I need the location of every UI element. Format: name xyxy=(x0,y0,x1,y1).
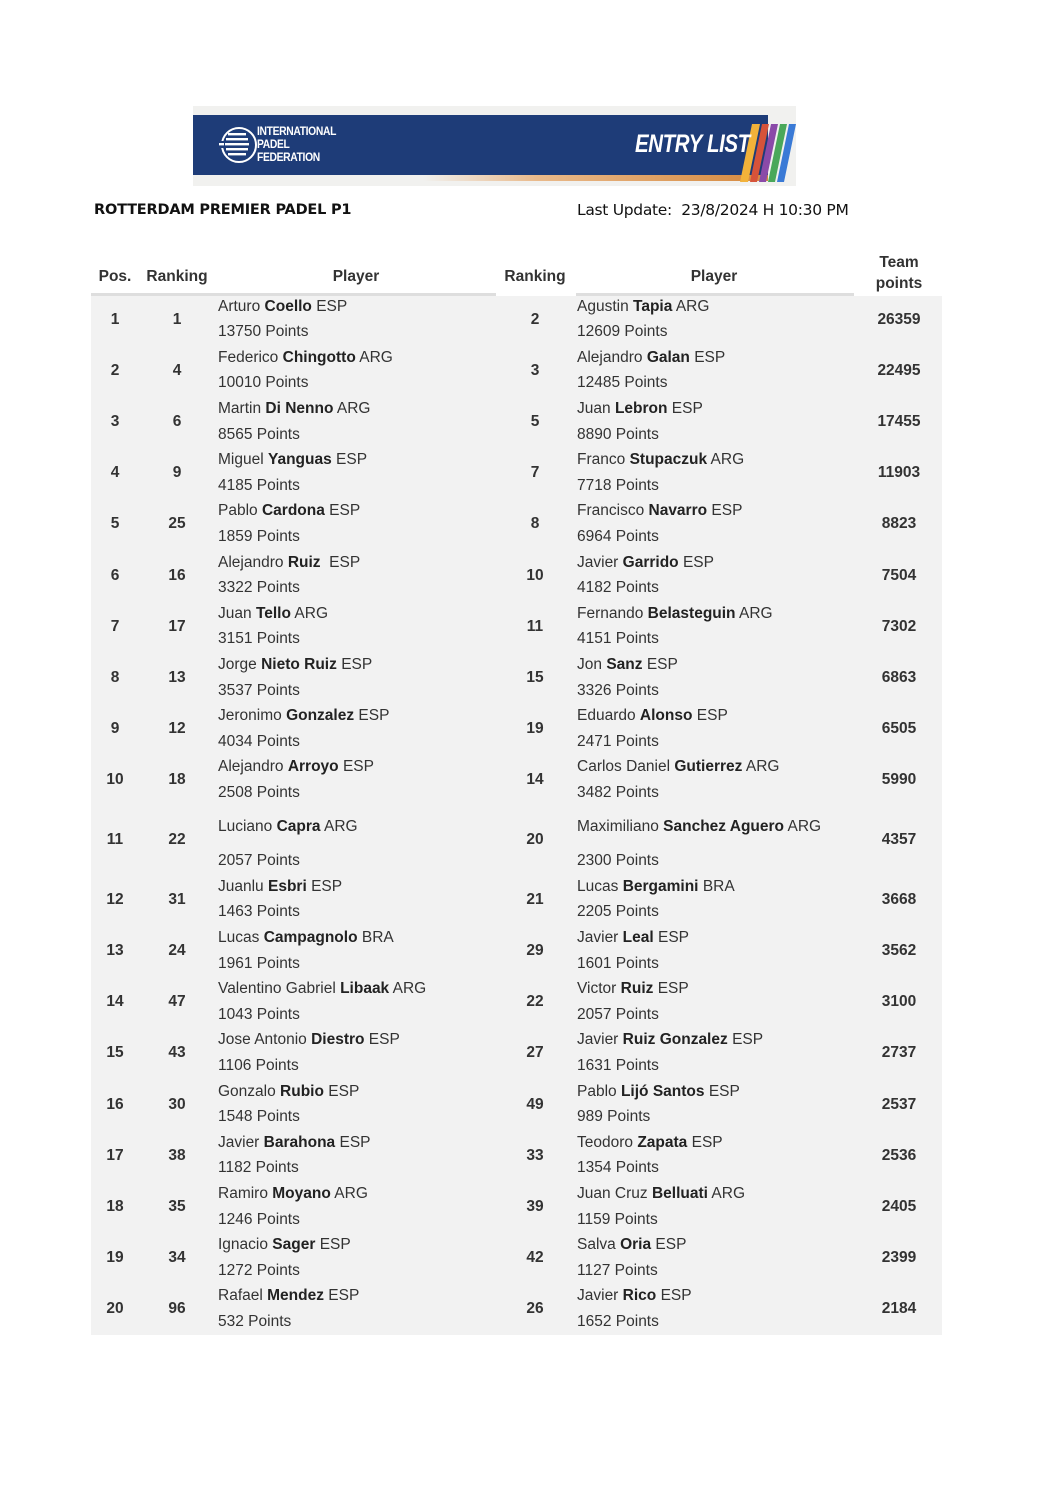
row-ranking-2: 49 xyxy=(526,1096,544,1113)
row-pos: 15 xyxy=(106,1044,124,1061)
player-2-last-name: Sanz xyxy=(606,656,643,673)
player-1-last-name: Chingotto xyxy=(282,349,356,366)
player-1-nationality: ESP xyxy=(341,656,373,673)
row-pos: 16 xyxy=(106,1096,124,1113)
player-2-last-name: Navarro xyxy=(648,502,708,519)
player-1-name xyxy=(218,554,360,572)
player-1-points: 1961 Points xyxy=(218,955,300,972)
player-2-first-name: Maximiliano xyxy=(577,818,659,835)
player-2-points: 1127 Points xyxy=(577,1262,658,1279)
player-2-last-name: Tapia xyxy=(633,298,673,315)
player-1-nationality: BRA xyxy=(361,929,394,946)
player-1-last-name: Moyano xyxy=(272,1185,331,1202)
row-team-points: 2184 xyxy=(881,1300,917,1317)
player-2-name xyxy=(577,451,744,469)
player-1-first-name: Jeronimo xyxy=(218,707,282,724)
player-1-nationality: ESP xyxy=(328,1083,360,1100)
player-1-name xyxy=(218,980,426,998)
player-1-points: 532 Points xyxy=(218,1313,292,1330)
player-1-last-name: Rubio xyxy=(280,1083,324,1100)
player-2-nationality: ESP xyxy=(732,1031,764,1048)
row-pos: 3 xyxy=(110,413,120,430)
row-pos: 18 xyxy=(106,1198,124,1215)
row-pos: 2 xyxy=(110,362,120,379)
header-player-1: Player xyxy=(332,268,380,285)
player-1-nationality: ESP xyxy=(336,451,368,468)
player-1-nationality: ESP xyxy=(358,707,390,724)
player-1-name xyxy=(218,1287,359,1305)
federation-name-line2: PADEL xyxy=(257,137,290,151)
player-2-last-name: Lijó Santos xyxy=(620,1083,705,1100)
player-2-first-name: Teodoro xyxy=(577,1134,634,1151)
player-2-first-name: Juan xyxy=(577,400,611,417)
event-title: ROTTERDAM PREMIER PADEL P1 xyxy=(94,202,352,218)
player-1-first-name: Valentino Gabriel xyxy=(218,980,336,997)
row-pos: 20 xyxy=(106,1300,124,1317)
player-2-points: 989 Points xyxy=(577,1108,651,1125)
player-2-points: 4151 Points xyxy=(577,630,659,647)
player-1-name xyxy=(218,349,393,367)
row-ranking-2: 2 xyxy=(530,311,540,328)
player-2-points: 2205 Points xyxy=(577,903,659,920)
row-team-points: 6863 xyxy=(881,669,917,686)
player-2-name xyxy=(577,605,773,623)
player-1-first-name: Juan xyxy=(218,605,252,622)
player-2-name xyxy=(577,758,779,776)
player-1-first-name: Ignacio xyxy=(218,1236,268,1253)
row-team-points: 3562 xyxy=(881,942,917,959)
player-2-last-name: Belluati xyxy=(651,1185,708,1202)
player-1-points: 1463 Points xyxy=(218,903,300,920)
player-2-last-name: Lebron xyxy=(614,400,668,417)
row-pos: 6 xyxy=(110,567,120,584)
player-1-last-name: Sager xyxy=(272,1236,316,1253)
row-pos: 11 xyxy=(106,831,124,848)
player-1-points: 1043 Points xyxy=(218,1006,300,1023)
player-1-last-name: Arroyo xyxy=(287,758,339,775)
player-1-nationality: ESP xyxy=(319,1236,351,1253)
player-1-first-name: Javier xyxy=(218,1134,260,1151)
player-2-nationality: ESP xyxy=(696,707,728,724)
player-2-name xyxy=(577,818,821,836)
player-2-last-name: Belasteguin xyxy=(647,605,736,622)
player-2-last-name: Gutierrez xyxy=(674,758,743,775)
federation-name xyxy=(257,125,336,164)
player-1-first-name: Pablo xyxy=(218,502,258,519)
player-2-nationality: ARG xyxy=(787,818,822,835)
row-team-points: 3100 xyxy=(881,993,917,1010)
player-1-first-name: Lucas xyxy=(218,929,260,946)
row-pos: 5 xyxy=(110,515,120,532)
row-ranking-1: 31 xyxy=(168,891,186,908)
row-team-points: 5990 xyxy=(881,771,917,788)
row-pos: 13 xyxy=(106,942,124,959)
row-ranking-2: 3 xyxy=(530,362,540,379)
player-2-last-name: Stupaczuk xyxy=(629,451,708,468)
player-2-first-name: Eduardo xyxy=(577,707,636,724)
player-1-points: 4185 Points xyxy=(218,477,300,494)
player-1-points: 1106 Points xyxy=(218,1057,299,1074)
player-2-name xyxy=(577,1083,740,1101)
row-team-points: 22495 xyxy=(877,362,921,379)
player-1-nationality: ARG xyxy=(324,818,358,835)
player-1-last-name: Cardona xyxy=(261,502,325,519)
player-1-first-name: Jorge xyxy=(218,656,257,673)
federation-name-line3: FEDERATION xyxy=(257,150,320,164)
player-2-first-name: Lucas xyxy=(577,878,619,895)
player-2-name xyxy=(577,349,725,367)
row-ranking-1: 9 xyxy=(172,464,182,481)
player-2-points: 2300 Points xyxy=(577,852,659,869)
row-team-points: 3668 xyxy=(881,891,917,908)
player-1-points: 3151 Points xyxy=(218,630,300,647)
player-1-first-name: Jose Antonio xyxy=(218,1031,307,1048)
player-1-nationality: ESP xyxy=(324,554,361,571)
player-2-name xyxy=(577,1134,723,1152)
row-ranking-2: 14 xyxy=(526,771,544,788)
player-1-name xyxy=(218,758,374,776)
player-2-first-name: Victor xyxy=(577,980,617,997)
player-2-points: 12485 Points xyxy=(577,374,668,391)
player-1-points: 1272 Points xyxy=(218,1262,300,1279)
player-1-points: 1548 Points xyxy=(218,1108,300,1125)
player-1-first-name: Alejandro xyxy=(218,758,284,775)
row-ranking-1: 22 xyxy=(168,831,186,848)
row-ranking-1: 96 xyxy=(168,1300,186,1317)
player-1-name xyxy=(218,656,372,674)
player-2-nationality: ESP xyxy=(655,1236,687,1253)
player-1-last-name: Capra xyxy=(276,818,321,835)
row-ranking-1: 1 xyxy=(172,311,182,328)
player-2-points: 1631 Points xyxy=(577,1057,659,1074)
player-2-last-name: Ruiz Gonzalez xyxy=(622,1031,728,1048)
player-1-last-name: Ruiz xyxy=(287,554,321,571)
entry-list-banner xyxy=(193,106,796,186)
player-1-first-name: Gonzalo xyxy=(218,1083,276,1100)
player-2-first-name: Agustin xyxy=(577,298,629,315)
row-ranking-1: 24 xyxy=(168,942,186,959)
player-1-points: 3322 Points xyxy=(218,579,300,596)
player-2-nationality: ESP xyxy=(694,349,726,366)
row-ranking-1: 6 xyxy=(172,413,182,430)
row-ranking-2: 7 xyxy=(530,464,540,481)
row-ranking-1: 47 xyxy=(168,993,186,1010)
player-1-name xyxy=(218,605,328,623)
row-ranking-1: 12 xyxy=(168,720,186,737)
player-1-nationality: ARG xyxy=(336,400,371,417)
federation-name-line1: INTERNATIONAL xyxy=(257,124,337,138)
player-1-first-name: Ramiro xyxy=(218,1185,268,1202)
player-2-name xyxy=(577,400,703,418)
player-2-last-name: Bergamini xyxy=(622,878,699,895)
player-1-nationality: ESP xyxy=(342,758,374,775)
row-ranking-1: 30 xyxy=(168,1096,186,1113)
banner-orange-fade xyxy=(193,175,768,181)
player-1-nationality: ESP xyxy=(316,298,348,315)
player-2-nationality: ARG xyxy=(745,758,780,775)
player-2-first-name: Alejandro xyxy=(577,349,643,366)
player-2-points: 1601 Points xyxy=(577,955,659,972)
row-team-points: 17455 xyxy=(877,413,921,430)
player-1-last-name: Nieto Ruiz xyxy=(261,656,337,673)
player-1-points: 3537 Points xyxy=(218,682,300,699)
player-2-points: 8890 Points xyxy=(577,426,659,443)
player-2-nationality: ESP xyxy=(682,554,714,571)
player-2-nationality: ESP xyxy=(711,502,743,519)
player-1-nationality: ESP xyxy=(311,878,343,895)
player-2-last-name: Alonso xyxy=(639,707,693,724)
row-ranking-2: 33 xyxy=(526,1147,544,1164)
row-ranking-2: 26 xyxy=(526,1300,544,1317)
player-1-name xyxy=(218,1083,359,1101)
player-2-first-name: Francisco xyxy=(577,502,645,519)
player-1-first-name: Federico xyxy=(218,349,279,366)
player-1-points: 13750 Points xyxy=(218,323,309,340)
row-team-points: 8823 xyxy=(881,515,917,532)
player-2-points: 7718 Points xyxy=(577,477,659,494)
player-1-points: 4034 Points xyxy=(218,733,300,750)
player-2-nationality: BRA xyxy=(702,878,735,895)
row-pos: 1 xyxy=(110,311,120,328)
row-pos: 9 xyxy=(110,720,120,737)
row-team-points: 7504 xyxy=(881,567,917,584)
player-2-points: 4182 Points xyxy=(577,579,659,596)
player-1-last-name: Barahona xyxy=(263,1134,336,1151)
row-pos: 14 xyxy=(106,993,124,1010)
player-2-nationality: ARG xyxy=(711,1185,745,1202)
row-team-points: 11903 xyxy=(877,464,921,481)
last-update: Last Update: 23/8/2024 H 10:30 PM xyxy=(577,201,849,219)
player-1-first-name: Luciano xyxy=(218,818,273,835)
player-2-name xyxy=(577,298,709,316)
header-ranking-1: Ranking xyxy=(146,268,208,285)
row-team-points: 26359 xyxy=(877,311,921,328)
player-2-points: 12609 Points xyxy=(577,323,668,340)
player-2-nationality: ESP xyxy=(691,1134,723,1151)
row-team-points: 2399 xyxy=(881,1249,917,1266)
player-2-name xyxy=(577,656,678,674)
player-2-first-name: Javier xyxy=(577,1031,619,1048)
row-team-points: 2737 xyxy=(881,1044,917,1061)
player-2-last-name: Ruiz xyxy=(620,980,654,997)
row-pos: 19 xyxy=(106,1249,124,1266)
player-2-first-name: Javier xyxy=(577,1287,619,1304)
player-1-nationality: ESP xyxy=(339,1134,371,1151)
player-1-name xyxy=(218,502,360,520)
row-ranking-1: 43 xyxy=(168,1044,186,1061)
player-1-points: 1859 Points xyxy=(218,528,300,545)
row-ranking-1: 16 xyxy=(168,567,186,584)
player-2-points: 3482 Points xyxy=(577,784,659,801)
row-pos: 8 xyxy=(110,669,120,686)
player-1-points: 2508 Points xyxy=(218,784,300,801)
row-ranking-2: 8 xyxy=(530,515,540,532)
row-team-points: 2537 xyxy=(881,1096,917,1113)
player-1-nationality: ESP xyxy=(329,502,361,519)
row-team-points: 6505 xyxy=(881,720,917,737)
player-2-name xyxy=(577,1287,692,1305)
player-2-points: 1652 Points xyxy=(577,1313,659,1330)
row-ranking-1: 25 xyxy=(168,515,186,532)
player-2-nationality: ESP xyxy=(660,1287,692,1304)
player-2-first-name: Javier xyxy=(577,929,619,946)
row-ranking-2: 27 xyxy=(526,1044,544,1061)
player-1-nationality: ARG xyxy=(392,980,427,997)
row-ranking-2: 21 xyxy=(526,891,544,908)
header-team-points-line2: points xyxy=(875,275,923,292)
player-2-name xyxy=(577,980,689,998)
player-1-last-name: Di Nenno xyxy=(265,400,334,417)
player-2-nationality: ESP xyxy=(671,400,703,417)
header-ranking-2: Ranking xyxy=(504,268,566,285)
player-1-name xyxy=(218,878,342,896)
player-1-last-name: Diestro xyxy=(311,1031,365,1048)
player-2-first-name: Jon xyxy=(577,656,602,673)
row-team-points: 4357 xyxy=(881,831,917,848)
player-1-name xyxy=(218,1031,400,1049)
player-1-name xyxy=(218,451,367,469)
player-2-first-name: Carlos Daniel xyxy=(577,758,671,775)
row-ranking-1: 4 xyxy=(172,362,182,379)
player-1-name xyxy=(218,818,358,836)
row-ranking-2: 10 xyxy=(526,567,544,584)
player-1-last-name: Coello xyxy=(264,298,312,315)
row-ranking-1: 38 xyxy=(168,1147,186,1164)
player-1-last-name: Mendez xyxy=(267,1287,324,1304)
player-1-first-name: Martin xyxy=(218,400,262,417)
player-2-points: 3326 Points xyxy=(577,682,659,699)
player-1-name xyxy=(218,400,370,418)
player-1-nationality: ARG xyxy=(294,605,329,622)
player-1-points: 10010 Points xyxy=(218,374,309,391)
player-1-last-name: Gonzalez xyxy=(286,707,355,724)
player-2-last-name: Garrido xyxy=(622,554,679,571)
player-2-first-name: Salva xyxy=(577,1236,616,1253)
player-2-first-name: Javier xyxy=(577,554,619,571)
player-2-first-name: Pablo xyxy=(577,1083,617,1100)
player-1-name xyxy=(218,1185,368,1203)
player-1-first-name: Juanlu xyxy=(218,878,264,895)
player-1-name xyxy=(218,929,394,947)
player-1-first-name: Rafael xyxy=(218,1287,263,1304)
player-2-name xyxy=(577,929,689,947)
player-2-nationality: ESP xyxy=(657,980,689,997)
row-ranking-2: 15 xyxy=(526,669,544,686)
player-2-nationality: ESP xyxy=(646,656,678,673)
player-2-last-name: Zapata xyxy=(637,1134,688,1151)
player-2-points: 1354 Points xyxy=(577,1159,659,1176)
player-1-nationality: ESP xyxy=(368,1031,400,1048)
player-2-name xyxy=(577,878,735,896)
player-1-last-name: Libaak xyxy=(340,980,390,997)
player-2-nationality: ARG xyxy=(710,451,745,468)
player-2-name xyxy=(577,554,714,572)
entry-list-title: ENTRY LIST xyxy=(635,130,750,158)
player-1-last-name: Campagnolo xyxy=(263,929,358,946)
player-2-name xyxy=(577,707,728,725)
player-1-name xyxy=(218,1236,351,1254)
federation-logo-icon xyxy=(217,123,257,167)
player-2-name xyxy=(577,502,742,520)
player-1-last-name: Yanguas xyxy=(267,451,332,468)
row-team-points: 7302 xyxy=(881,618,917,635)
player-1-last-name: Tello xyxy=(255,605,291,622)
row-ranking-1: 18 xyxy=(168,771,186,788)
player-1-name xyxy=(218,1134,371,1152)
player-2-name xyxy=(577,1236,686,1254)
player-2-nationality: ARG xyxy=(675,298,710,315)
player-2-name xyxy=(577,1185,745,1203)
row-ranking-2: 19 xyxy=(526,720,544,737)
header-player-2: Player xyxy=(690,268,738,285)
player-1-first-name: Miguel xyxy=(218,451,264,468)
row-ranking-1: 13 xyxy=(168,669,186,686)
row-pos: 12 xyxy=(106,891,124,908)
header-pos: Pos. xyxy=(98,268,132,285)
player-1-points: 1246 Points xyxy=(218,1211,300,1228)
player-1-nationality: ARG xyxy=(334,1185,368,1202)
player-1-points: 2057 Points xyxy=(218,852,300,869)
row-ranking-2: 39 xyxy=(526,1198,544,1215)
row-ranking-2: 5 xyxy=(530,413,540,430)
player-1-nationality: ARG xyxy=(359,349,393,366)
row-team-points: 2405 xyxy=(881,1198,917,1215)
player-1-points: 8565 Points xyxy=(218,426,300,443)
player-2-last-name: Oria xyxy=(620,1236,652,1253)
player-2-name xyxy=(577,1031,763,1049)
row-ranking-2: 20 xyxy=(526,831,544,848)
player-2-points: 1159 Points xyxy=(577,1211,658,1228)
player-2-points: 2471 Points xyxy=(577,733,659,750)
player-1-points: 1182 Points xyxy=(218,1159,299,1176)
row-pos: 17 xyxy=(106,1147,124,1164)
player-2-first-name: Juan Cruz xyxy=(577,1185,648,1202)
player-2-last-name: Sanchez Aguero xyxy=(663,818,785,835)
player-1-name xyxy=(218,298,347,316)
player-2-last-name: Galan xyxy=(646,349,690,366)
player-2-points: 6964 Points xyxy=(577,528,659,545)
player-1-name xyxy=(218,707,389,725)
row-ranking-2: 22 xyxy=(526,993,544,1010)
player-1-first-name: Alejandro xyxy=(218,554,284,571)
row-pos: 10 xyxy=(106,771,124,788)
row-pos: 7 xyxy=(110,618,120,635)
player-2-nationality: ESP xyxy=(658,929,690,946)
player-2-first-name: Franco xyxy=(577,451,626,468)
row-ranking-1: 17 xyxy=(168,618,186,635)
player-2-nationality: ARG xyxy=(738,605,773,622)
header-team-points-line1: Team xyxy=(879,254,919,271)
row-ranking-2: 42 xyxy=(526,1249,544,1266)
row-pos: 4 xyxy=(110,464,120,481)
player-1-first-name: Arturo xyxy=(218,298,261,315)
player-2-last-name: Rico xyxy=(622,1287,657,1304)
player-2-last-name: Leal xyxy=(622,929,654,946)
player-2-first-name: Fernando xyxy=(577,605,644,622)
row-ranking-1: 35 xyxy=(168,1198,186,1215)
row-ranking-1: 34 xyxy=(168,1249,186,1266)
row-ranking-2: 11 xyxy=(526,618,544,635)
row-team-points: 2536 xyxy=(881,1147,917,1164)
player-1-nationality: ESP xyxy=(328,1287,360,1304)
row-ranking-2: 29 xyxy=(526,942,544,959)
player-2-nationality: ESP xyxy=(708,1083,740,1100)
header-team-points xyxy=(856,252,942,294)
player-2-points: 2057 Points xyxy=(577,1006,659,1023)
player-1-last-name: Esbri xyxy=(268,878,307,895)
